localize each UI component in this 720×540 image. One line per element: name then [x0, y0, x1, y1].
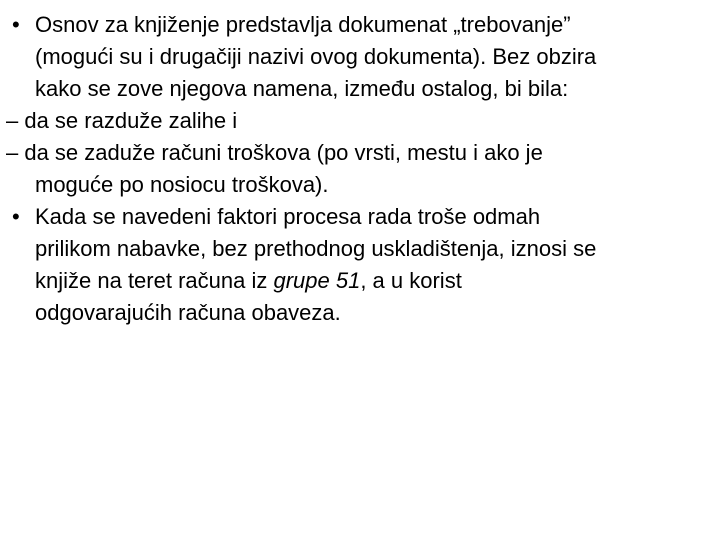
text-line: Kada se navedeni faktori procesa rada troše odmah	[35, 204, 541, 229]
bullet-item	[6, 201, 718, 329]
text-line: prilikom nabavke, bez prethodnog uskladištenja, iznosi se	[35, 236, 597, 261]
text-line: kako se zove njegova namena, između ostalog, bi bila:	[35, 76, 569, 101]
bullet-icon: •	[12, 204, 20, 229]
text-line: Osnov za knjiženje predstavlja dokumenat „trebovanje”	[35, 12, 571, 37]
text-line	[35, 265, 718, 297]
text-segment: knjiže na teret računa iz	[35, 268, 274, 293]
bullet-item	[6, 9, 718, 105]
emphasized-group: grupe 51	[273, 268, 361, 293]
bullet-icon: •	[12, 12, 20, 37]
text-line: – da se razduže zalihe i	[6, 108, 238, 133]
text-line: moguće po nosiocu troškova).	[35, 172, 329, 197]
dash-item	[6, 137, 718, 201]
text-line: odgovarajućih računa obaveza.	[35, 300, 341, 325]
text-line: (mogući su i drugačiji nazivi ovog dokumenta). Bez obzira	[35, 44, 597, 69]
text-line: – da se zaduže računi troškova (po vrsti, mestu i ako je	[6, 140, 543, 165]
slide-content	[6, 9, 718, 329]
text-segment: , a u korist	[360, 268, 462, 293]
dash-item	[6, 105, 718, 137]
